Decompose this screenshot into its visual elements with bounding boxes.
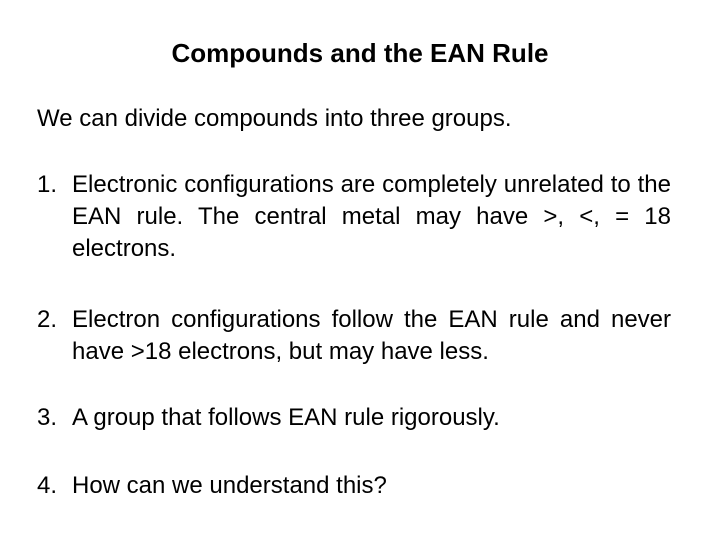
slide-title: Compounds and the EAN Rule	[171, 38, 549, 68]
list-item-number: 4.	[37, 472, 58, 499]
list-item-4	[37, 470, 671, 502]
list-item-text: A group that follows EAN rule rigorously.	[72, 404, 500, 431]
list-item-number: 2.	[37, 306, 58, 333]
list-item-number: 3.	[37, 404, 58, 431]
list-item-number: 1.	[37, 171, 58, 198]
list-item-text: Electron configurations follow the EAN rule and never have >18 electrons, but may have less.	[72, 306, 671, 365]
list-item-1	[37, 169, 671, 265]
list-item-text: Electronic configurations are completely unrelated to the EAN rule. The central metal may have >, <, = 18 electrons.	[72, 171, 671, 262]
list-item-3	[37, 402, 671, 434]
intro-text: We can divide compounds into three groups.	[37, 105, 512, 132]
list-item-2	[37, 304, 671, 368]
list-item-text: How can we understand this?	[72, 472, 387, 499]
